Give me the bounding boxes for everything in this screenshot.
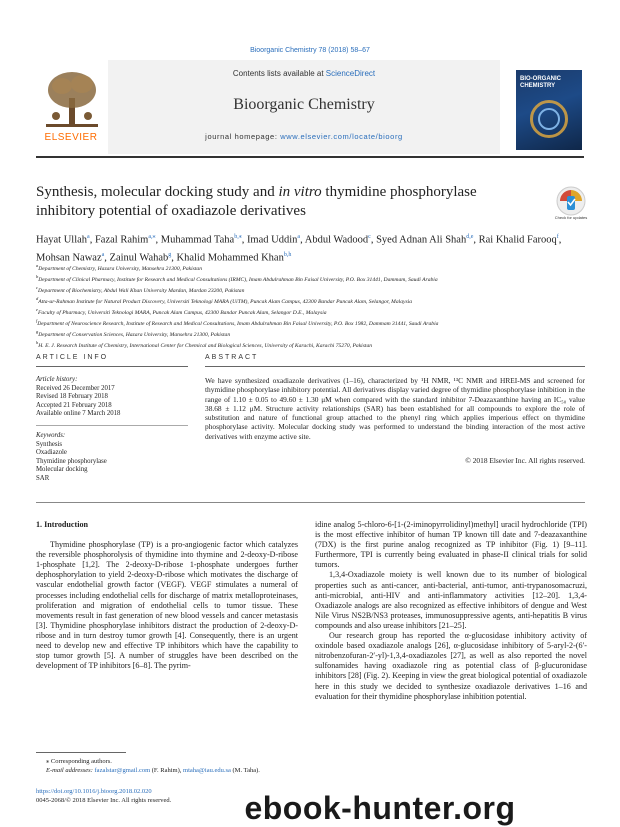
body-divider: [36, 502, 585, 503]
masthead: [36, 60, 584, 154]
author-affiliation-marker[interactable]: g: [168, 251, 172, 258]
homepage-prefix: journal homepage:: [205, 132, 281, 141]
affiliation-key: c: [36, 284, 38, 290]
affiliation-key: g: [36, 328, 39, 334]
affiliation-key: a: [36, 263, 39, 268]
journal-name: Bioorganic Chemistry: [233, 96, 375, 113]
body-paragraph: Thymidine phosphorylase (TP) is a pro-angiogenic factor which catalyzes the reversible phosphorolysis of thymidine into thymine and 2-deoxy-D-ribose 1-phosphate [1,2]. The 2-deoxy-D-ribose 1-phosphate undergoes further dephosphorylation to yield 2-deoxy-D-ribose which motivates the discharge of vascular endothelial growth factor (VEGF). VEGF stimulates a numeral of processes including endothelial cells for discharge of matrix metalloproteinases, proliferation and migration of endothelial cells to tumor tissue. These movements result in fast generation of new blood vessels and cancer metastasis [3]. Thymidine phosphorylase inhibitors distract the production of 2-deoxy-D-ribose and in turn destroy tumor growth [4]. Consequently, there is an urgent need to develop new and effective TP inhibitors which have the capability to stop tumor growth [5]. A number of struggles have been described on the development of TP inhibitors [6–8]. The pyrim-: [36, 540, 298, 671]
elsevier-tree-icon: [44, 68, 100, 130]
author-separator: ,: [558, 234, 562, 246]
author-name[interactable]: Abdul Wadood: [304, 234, 369, 246]
body-right-column: [315, 520, 587, 702]
affiliation-key: e: [36, 306, 38, 312]
email-name-rahim: (F. Rahim),: [150, 766, 184, 774]
email-prefix: E-mail addresses:: [46, 766, 95, 774]
title-part-1: Synthesis, molecular docking study and: [36, 184, 279, 200]
article-info-heading: ARTICLE INFO: [36, 354, 109, 361]
author-affiliation-marker[interactable]: d,e: [466, 234, 474, 240]
abstract-copyright: © 2018 Elsevier Inc. All rights reserved.: [465, 456, 585, 465]
sciencedirect-link[interactable]: ScienceDirect: [325, 69, 376, 78]
cover-inner-ring-graphic: [538, 108, 560, 130]
affiliation-item: [36, 262, 586, 273]
issn-line: 0045-2068/© 2018 Elsevier Inc. All rights reserved.: [36, 796, 172, 804]
keyword-item: Synthesis: [36, 440, 63, 448]
elsevier-wordmark: ELSEVIER: [44, 132, 98, 143]
author-name[interactable]: Mohsan Nawaz: [36, 252, 102, 263]
affiliation-item: [36, 295, 586, 306]
author-name[interactable]: Fazal Rahim: [94, 234, 149, 246]
author-name[interactable]: Rai Khalid Farooq: [478, 234, 557, 246]
keyword-item: Oxadiazole: [36, 449, 67, 457]
affiliation-item: [36, 306, 586, 317]
author-affiliation-marker[interactable]: a: [87, 234, 90, 240]
email-name-taha: (M. Taha).: [230, 766, 260, 774]
affiliation-text: Department of Biochemistry, Abdul Wali Khan University Mardan, Mardan 23200, Pakistan: [38, 287, 245, 294]
journal-citation[interactable]: Bioorganic Chemistry 78 (2018) 58–67: [250, 47, 370, 54]
history-keywords-rule: [36, 425, 188, 426]
affiliation-item: [36, 328, 586, 339]
email-link-taha[interactable]: mtaha@iau.edu.sa: [183, 766, 231, 774]
keyword-item: Thymidine phosphorylase: [36, 457, 107, 465]
abstract-heading: ABSTRACT: [205, 354, 259, 361]
contents-prefix: Contents lists available at: [232, 69, 326, 78]
title-part-2: thymidine phosphorylase inhibitory potential of oxadiazole derivatives: [36, 184, 477, 219]
article-history: [36, 376, 186, 419]
author-affiliation-marker[interactable]: a: [101, 251, 105, 258]
author-affiliation-marker[interactable]: a: [297, 234, 301, 240]
history-online: Available online 7 March 2018: [36, 410, 121, 418]
author-affiliation-marker[interactable]: a,⁎: [148, 234, 156, 240]
author-name[interactable]: Muhammad Taha: [160, 234, 235, 246]
author-separator: ,: [104, 252, 110, 263]
affiliation-key: h: [36, 339, 39, 345]
masthead-divider: [36, 156, 584, 158]
affiliation-list: [36, 262, 586, 350]
section-heading-introduction: 1. Introduction: [36, 520, 89, 529]
journal-homepage: [108, 132, 500, 141]
body-paragraph: 1,3,4-Oxadiazole moiety is well known due to its number of biological properties such as anti-cancer, anti-bacterial, anti-tumor, anti-trypanosomacruzi, anti-microbial, anti-HIV and anti-inflammatory activities [12–20]. 1,3,4-Oxadiazole analogs are also recognized as effective inhibitors of dengue and West Nile Virus NS2B/NS3 proteases, immunosuppressive agents, anti-hepatitis B virus compounds and also urease inhibitors [21–25].: [315, 570, 587, 630]
author-affiliation-marker[interactable]: b,h: [283, 251, 292, 258]
doi-link[interactable]: https://doi.org/10.1016/j.bioorg.2018.02.020: [36, 788, 152, 795]
watermark-text: ebook-hunter.org: [244, 790, 516, 826]
keyword-item: Molecular docking: [36, 466, 88, 474]
affiliation-item: [36, 284, 586, 295]
history-label: Article history:: [36, 376, 78, 383]
crossmark-icon[interactable]: [556, 186, 586, 216]
author-name[interactable]: Khalid Mohammed Khan: [176, 252, 284, 263]
keywords-label: Keywords:: [36, 432, 66, 439]
author-name[interactable]: Hayat Ullah: [36, 234, 88, 246]
affiliation-text: Faculty of Pharmacy, Universiti Teknologi MARA, Puncak Alam Campus, 42300 Bandar Puncak Alam, Selangor D.E., Malaysia: [38, 309, 327, 316]
corresponding-author-footnote: [36, 758, 298, 775]
email-line: [36, 767, 298, 776]
author-affiliation-marker[interactable]: c: [368, 234, 371, 240]
history-received: Received 26 December 2017: [36, 384, 115, 392]
affiliation-text: Department of Conservation Sciences, Hazara University, Mansehra 21300, Pakistan: [38, 331, 231, 338]
author-separator: ,: [89, 234, 95, 246]
affiliation-item: [36, 317, 586, 328]
corresponding-label: ⁎ Corresponding authors.: [46, 758, 112, 765]
affiliation-item: [36, 339, 586, 350]
journal-masthead-box: [108, 60, 500, 154]
article-title: [36, 183, 496, 221]
affiliation-key: b: [36, 273, 39, 279]
keywords: [36, 432, 186, 484]
crossmark-label[interactable]: Check for updates: [554, 215, 588, 220]
title-italic: in vitro: [278, 184, 322, 200]
footnote-rule: [36, 752, 126, 753]
affiliation-key: f: [36, 317, 38, 323]
email-link-rahim[interactable]: fazalstar@gmail.com: [94, 766, 151, 774]
article-info-rule: [36, 366, 188, 367]
author-name[interactable]: Zainul Wahab: [109, 252, 169, 263]
author-name[interactable]: Syed Adnan Ali Shah: [376, 234, 467, 246]
affiliation-key: d: [36, 295, 39, 301]
affiliation-text: Department of Chemistry, Hazara University, Mansehra 21300, Pakistan: [38, 265, 203, 272]
elsevier-logo[interactable]: [36, 68, 106, 148]
author-separator: ,: [370, 234, 377, 246]
abstract-text: We have synthesized oxadiazole derivatives (1–16), characterized by ¹H NMR, ¹³C NMR and HREI-MS and screened for thymidine phosphorylase inhibitory potential. All derivatives display varied degree of thymidine phosphorylase inhibition in the range of 1.10 ± 0.05 to 49.60 ± 1.30 μM when compared with the standard inhibitor 7-Deazaxanthine having an IC₅₀ value 38.68 ± 1.12 μM. Structure activity relationships (SAR) has been established for all compounds to explore the role of substitution and nature of functional group attached to the phenyl ring which applies imperious effect on thymidine phosphorylase activity. Molecular docking study was performed to understand the binding interaction of the most active derivatives with enzyme active site.: [205, 376, 585, 441]
history-accepted: Accepted 21 February 2018: [36, 401, 112, 409]
affiliation-text: Department of Neuroscience Research, Institute of Research and Medical Consultations, Imam Abdulrahman Bin Faisal University, P.O. Box 1982, Dammam 31441, Saudi Arabia: [37, 320, 439, 327]
affiliation-text: Atta-ur-Rahman Institute for Natural Product Discovery, Universiti Teknologi MARA (UiTM), Puncak Alam Campus, 42300 Bandar Puncak Alam, Selangor, Malaysia: [38, 298, 413, 305]
body-left-column: [36, 520, 298, 671]
author-separator: ,: [155, 234, 161, 246]
affiliation-text: Department of Clinical Pharmacy, Institute for Research and Medical Consultations (IRMC), Imam Abdulrahman Bin Faisal University, P.O. Box 31441, Dammam, Saudi Arabia: [38, 276, 438, 283]
body-paragraph: idine analog 5-chloro-6-[1-(2-iminopyrrolidinyl)methyl] uracil hydrochloride (TPI) is the most effective inhibitor of human TP known till date and 7-deazaxanthine (7DX) is the first purine analog recognized as TP inhibitor (Fig. 1) [9–11]. Furthermore, TPI is currently being evaluated in phase-II clinical trials for solid tumors.: [315, 520, 587, 570]
author-name[interactable]: Imad Uddin: [246, 234, 298, 246]
author-separator: ,: [171, 252, 177, 263]
affiliation-item: [36, 273, 586, 284]
author-list: [36, 230, 586, 265]
homepage-link[interactable]: www.elsevier.com/locate/bioorg: [280, 132, 403, 141]
body-paragraph: Our research group has reported the α-glucosidase inhibitory activity of oxindole based oxadiazole analogs [26], α-glucosidase inhibitory of 5-aryl-2-(6′-nitrobenzofuran-2′-yl)-1,3,4-oxadiazoles [27], as well as also reported the novel sulfonamides having oxadiazole ring as potential class of β-glucuronidase inhibitors [28] (Fig. 2). Keeping in view the great biological potential of oxadiazole here in this study we decided to synthesize oxadiazole derivatives 1–16 and evaluation for their thymidine phosphorylase inhibition potential.: [315, 631, 587, 701]
keyword-item: SAR: [36, 474, 50, 482]
author-affiliation-marker[interactable]: b,⁎: [234, 234, 242, 240]
author-separator: ,: [241, 234, 247, 246]
affiliation-text: H. E. J. Research Institute of Chemistry, International Center for Chemical and Biological Sciences, University of Karachi, Karachi 75270, Pakistan: [38, 342, 373, 349]
journal-cover-thumbnail[interactable]: [516, 70, 582, 150]
abstract-rule: [205, 366, 585, 367]
author-affiliation-marker[interactable]: f: [556, 234, 559, 240]
history-revised: Revised 18 February 2018: [36, 393, 108, 401]
contents-line: [108, 69, 500, 78]
author-separator: ,: [473, 234, 479, 246]
cover-title: BIO-ORGANIC CHEMISTRY: [520, 76, 561, 89]
author-separator: ,: [300, 234, 305, 246]
